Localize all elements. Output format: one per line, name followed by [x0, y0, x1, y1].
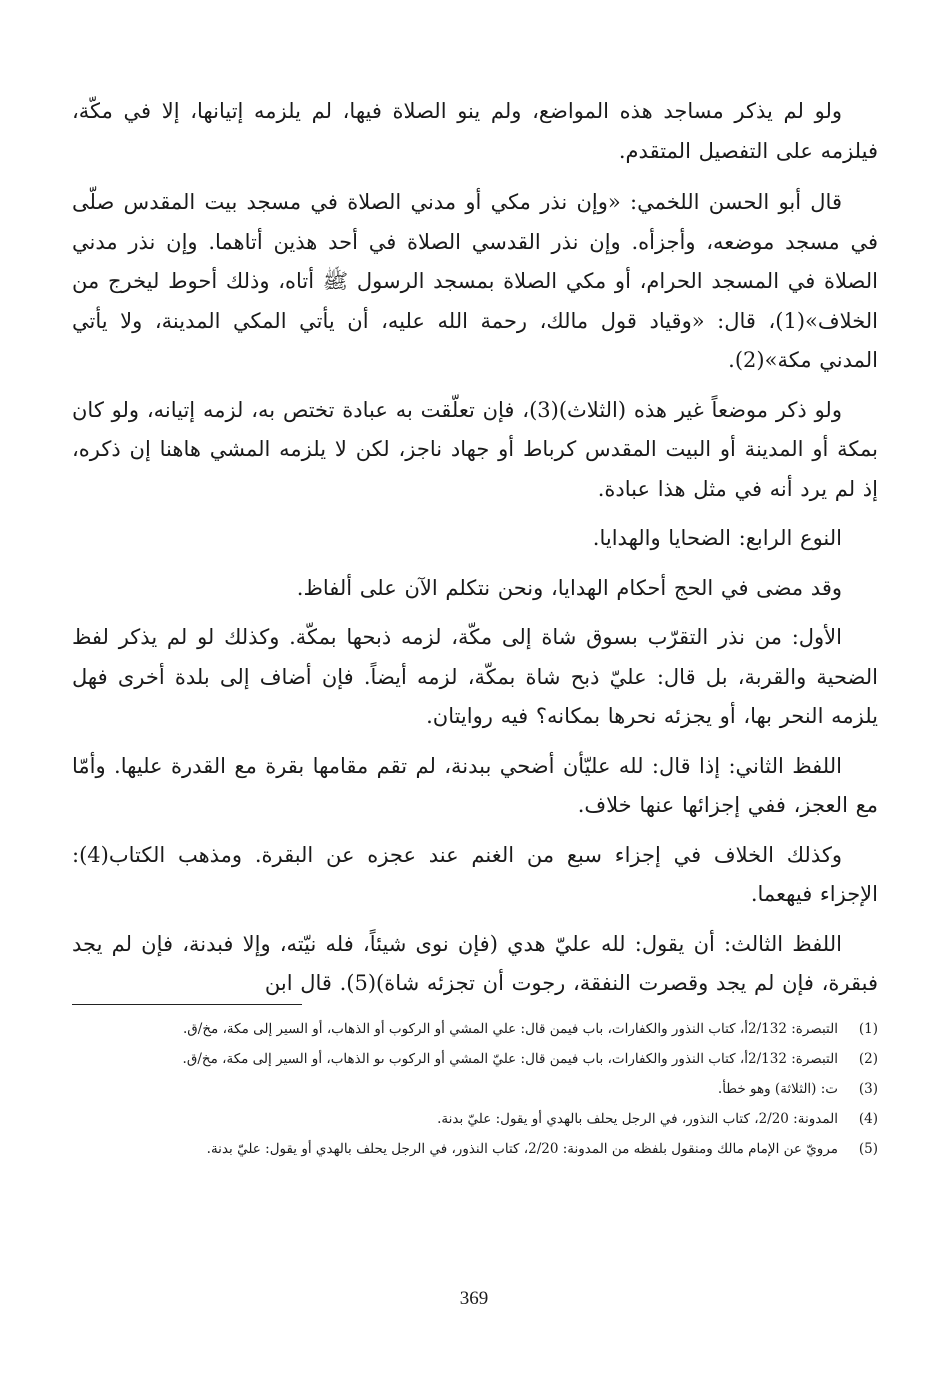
paragraph-8: اللفظ الثالث: أن يقول: لله عليّ هدي (فإن نوى شيئاً، فله نيّته، وإلا فبدنة، فإن لم يجد فبقرة، فإن لم يجد وقصرت النفقة، رجوت أن تجزئه شاة)(5). قال ابن [72, 931, 878, 995]
section-heading: النوع الرابع: الضحايا والهدايا. [592, 526, 842, 550]
paragraph-7: وكذلك الخلاف في إجزاء سبع من الغنم عند عجزه عن البقرة. ومذهب الكتاب(4): الإجزاء فيهعما. [72, 842, 878, 906]
main-text [72, 92, 878, 1014]
footnote-number: (2) [858, 1051, 878, 1067]
footnote-number: (5) [858, 1141, 878, 1157]
paragraph-1: ولو لم يذكر مساجد هذه المواضع، ولم ينو الصلاة فيها، لم يلزمه إتيانها، إلا في مكّة، فيلزمه على التفصيل المتقدم. [72, 99, 878, 163]
paragraph-2: قال أبو الحسن اللخمي: «وإن نذر مكي أو مدني الصلاة في مسجد بيت المقدس صلّى في مسجد موضعه، وأجزأه. وإن نذر القدسي الصلاة في أحد هذين أتاهما. وإن نذر مدني الصلاة في المسجد الحرام، أو مكي الصلاة بمسجد الرسول ﷺ أتاه، وذلك أحوط ليخرج من الخلاف»(1)، قال: «وقياد قول مالك، رحمة الله عليه، أن يأتي المكي المدينة، ولا يأتي المدني مكة»(2). [72, 190, 878, 372]
paragraph-4: وقد مضى في الحج أحكام الهدايا، ونحن نتكلم الآن على ألفاظ. [296, 575, 842, 600]
footnote-text: مرويّ عن الإمام مالك ومنقول بلفظه من المدونة: 2/20، كتاب النذور، في الرجل يحلف بالهدي أو يقول: عليّ بدنة. [206, 1141, 838, 1157]
paragraph-6: اللفظ الثاني: إذا قال: لله عليّأن أضحي ببدنة، لم تقم مقامها بقرة مع القدرة عليها. وأمّا مع العجز، ففي إجزائها عنها خلاف. [72, 753, 878, 817]
footnote-text: التبصرة: 2/132أ، كتاب النذور والكفارات، باب فيمن قال: علي المشي أو الركوب أو الذهاب، أو السير إلى مكة، مخ/ق. [183, 1021, 838, 1037]
page-number: 369 [459, 1288, 489, 1309]
footnote-text: التبصرة: 2/132أ، كتاب النذور والكفارات، باب فيمن قال: عليّ المشي أو الركوب ىو الذهاب، أو السير إلى مكة، مخ/ق. [182, 1051, 838, 1067]
footnotes [72, 1016, 878, 1166]
footnote-text: ت: (الثلاثة) وهو خطأ. [717, 1081, 838, 1097]
footnote-number: (3) [858, 1081, 878, 1097]
footnote-4 [72, 1106, 878, 1132]
paragraph-3: ولو ذكر موضعاً غير هذه (الثلاث)(3)، فإن تعلّقت به عبادة تختص به، لزمه إتيانه، ولو كان بمكة أو المدينة أو البيت المقدس كرباط أو جهاد ناجز، لكن لا يلزمه المشي هاهنا إن ذكره، إذ لم يرد أنه في مثل هذا عبادة. [72, 397, 878, 501]
footnote-1 [72, 1016, 878, 1042]
footnote-5 [72, 1136, 878, 1162]
footnote-2 [72, 1046, 878, 1072]
footnote-number: (1) [858, 1021, 878, 1037]
paragraph-5: الأول: من نذر التقرّب بسوق شاة إلى مكّة، لزمه ذبحها بمكّة. وكذلك لو لم يذكر لفظ الضحية والقربة، بل قال: عليّ ذبح شاة بمكّة، لزمه أيضاً. فإن أضاف إلى بلدة أخرى فهل يلزمه النحر بها، أو يجزئه نحرها بمكانه؟ فيه روايتان. [72, 625, 878, 728]
footnote-3 [72, 1076, 878, 1102]
footnote-separator [72, 1004, 302, 1005]
footnote-number: (4) [858, 1111, 878, 1127]
footnote-text: المدونة: 2/20، كتاب النذور، في الرجل يحلف بالهدي أو يقول: عليّ بدنة. [437, 1111, 838, 1127]
